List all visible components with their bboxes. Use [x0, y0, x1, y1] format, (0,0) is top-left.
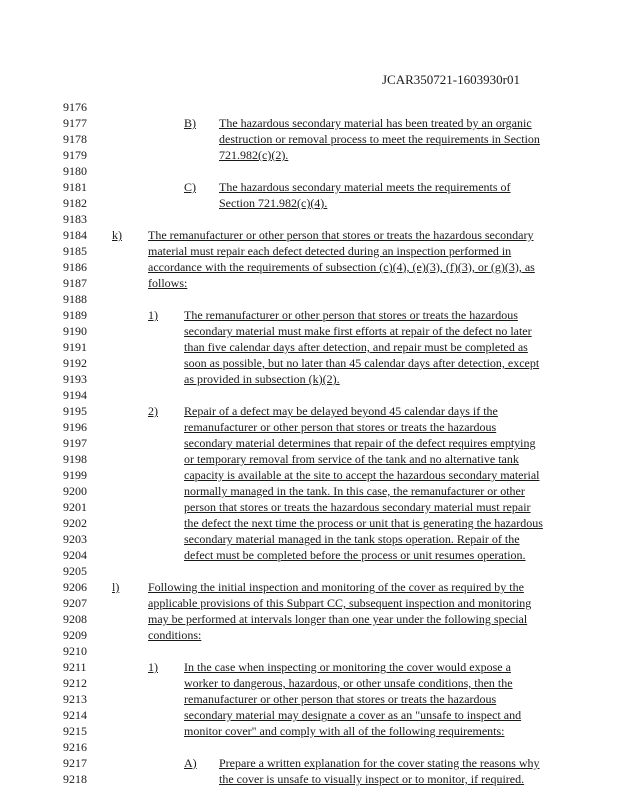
- text-line: the defect the next time the process or unit that is generating the hazardous: [184, 516, 543, 530]
- line-number: 9179: [63, 148, 87, 162]
- text-line: secondary material determines that repair of the defect requires emptying: [184, 436, 536, 450]
- text-line: Prepare a written explanation for the cover stating the reasons why: [219, 756, 540, 770]
- text-line: or temporary removal from service of the tank and no alternative tank: [184, 452, 519, 466]
- text-line: accordance with the requirements of subsection (c)(4), (e)(3), (f)(3), or (g)(3), as: [148, 260, 535, 274]
- line-number: 9214: [63, 708, 87, 722]
- item-label: l): [112, 580, 120, 594]
- line-number: 9204: [63, 548, 87, 562]
- item-label: 2): [148, 404, 158, 418]
- text-line: secondary material must make first efforts at repair of the defect no later: [184, 324, 532, 338]
- item-label: k): [112, 228, 122, 242]
- line-number: 9199: [63, 468, 87, 482]
- line-number: 9201: [63, 500, 87, 514]
- text-line: The hazardous secondary material meets the requirements of: [219, 180, 511, 194]
- item-label: C): [184, 180, 196, 194]
- item-label: 1): [148, 308, 158, 322]
- line-number: 9190: [63, 324, 87, 338]
- text-line: destruction or removal process to meet the requirements in Section: [219, 132, 540, 146]
- line-number: 9177: [63, 116, 87, 130]
- line-number: 9205: [63, 564, 87, 578]
- text-line: The remanufacturer or other person that stores or treats the hazardous: [184, 308, 518, 322]
- line-number: 9209: [63, 628, 87, 642]
- line-number: 9208: [63, 612, 87, 626]
- line-number: 9183: [63, 212, 87, 226]
- line-number: 9176: [63, 100, 87, 114]
- line-number: 9188: [63, 292, 87, 306]
- line-number: 9210: [63, 644, 87, 658]
- text-line: remanufacturer or other person that stores or treats the hazardous: [184, 420, 497, 434]
- text-line: may be performed at intervals longer than one year under the following special: [148, 612, 528, 626]
- text-line: Section 721.982(c)(4).: [219, 196, 328, 210]
- item-label: 1): [148, 660, 158, 674]
- line-number: 9202: [63, 516, 87, 530]
- line-number: 9187: [63, 276, 87, 290]
- text-line: The hazardous secondary material has been treated by an organic: [219, 116, 532, 130]
- line-number: 9186: [63, 260, 87, 274]
- line-number: 9213: [63, 692, 87, 706]
- item-label: B): [184, 116, 196, 130]
- text-line: Repair of a defect may be delayed beyond 45 calendar days if the: [184, 404, 498, 418]
- line-number: 9189: [63, 308, 87, 322]
- text-line: the cover is unsafe to visually inspect or to monitor, if required.: [219, 772, 525, 786]
- line-number: 9196: [63, 420, 87, 434]
- line-number: 9194: [63, 388, 87, 402]
- line-number: 9192: [63, 356, 87, 370]
- text-line: applicable provisions of this Subpart CC, subsequent inspection and monitoring: [148, 596, 532, 610]
- text-line: defect must be completed before the process or unit resumes operation.: [184, 548, 526, 562]
- document-header: JCAR350721-1603930r01: [382, 72, 520, 87]
- line-number: 9203: [63, 532, 87, 546]
- text-line: soon as possible, but no later than 45 calendar days after detection, except: [184, 356, 540, 370]
- text-line: monitor cover" and comply with all of the following requirements:: [184, 724, 505, 738]
- line-number: 9191: [63, 340, 87, 354]
- text-line: secondary material managed in the tank stops operation. Repair of the: [184, 532, 520, 546]
- text-line: remanufacturer or other person that stores or treats the hazardous: [184, 692, 497, 706]
- text-line: capacity is available at the site to accept the hazardous secondary material: [184, 468, 540, 482]
- line-number: 9216: [63, 740, 87, 754]
- text-line: material must repair each defect detected during an inspection performed in: [148, 244, 512, 258]
- text-line: The remanufacturer or other person that stores or treats the hazardous secondary: [148, 228, 534, 242]
- line-number: 9218: [63, 772, 87, 786]
- line-number: 9195: [63, 404, 87, 418]
- line-number: 9207: [63, 596, 87, 610]
- text-line: as provided in subsection (k)(2).: [184, 372, 340, 386]
- line-number: 9206: [63, 580, 87, 594]
- text-line: conditions:: [148, 628, 202, 642]
- line-number: 9182: [63, 196, 87, 210]
- line-number: 9180: [63, 164, 87, 178]
- line-number: 9200: [63, 484, 87, 498]
- line-number: 9185: [63, 244, 87, 258]
- text-line: normally managed in the tank. In this case, the remanufacturer or other: [184, 484, 525, 498]
- line-number: 9215: [63, 724, 87, 738]
- text-line: secondary material may designate a cover as an "unsafe to inspect and: [184, 708, 522, 722]
- text-line: follows:: [148, 276, 188, 290]
- line-number: 9198: [63, 452, 87, 466]
- text-line: than five calendar days after detection, and repair must be completed as: [184, 340, 528, 354]
- line-number: 9212: [63, 676, 87, 690]
- text-line: In the case when inspecting or monitoring the cover would expose a: [184, 660, 511, 674]
- line-number: 9181: [63, 180, 87, 194]
- line-number: 9211: [63, 660, 87, 674]
- item-label: A): [184, 756, 197, 770]
- line-number: 9197: [63, 436, 87, 450]
- line-number: 9178: [63, 132, 87, 146]
- line-number: 9193: [63, 372, 87, 386]
- text-line: 721.982(c)(2).: [219, 148, 289, 162]
- line-number: 9184: [63, 228, 87, 242]
- line-number: 9217: [63, 756, 87, 770]
- text-line: Following the initial inspection and monitoring of the cover as required by the: [148, 580, 524, 594]
- text-line: worker to dangerous, hazardous, or other unsafe conditions, then the: [184, 676, 513, 690]
- text-line: person that stores or treats the hazardous secondary material must repair: [184, 500, 531, 514]
